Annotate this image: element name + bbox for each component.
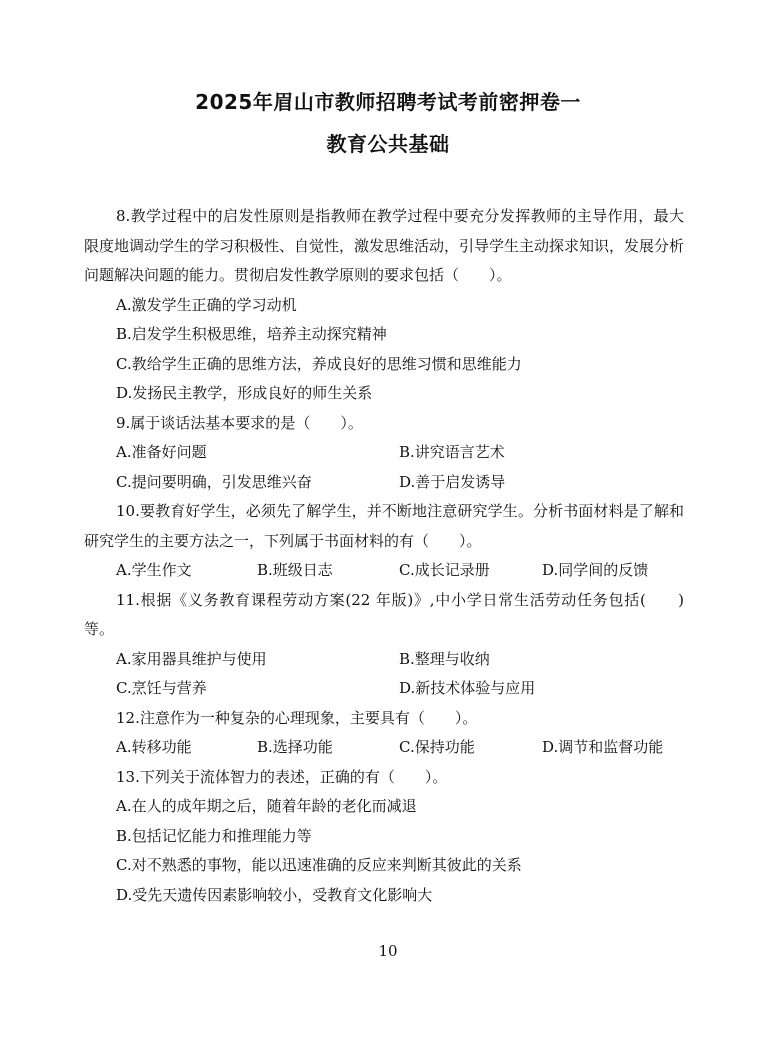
question-stem: 10.要教育好学生，必须先了解学生，并不断地注意研究学生。分析书面材料是了解和研究学生的主要方法之一，下列属于书面材料的有（ ）。 bbox=[84, 502, 684, 550]
option-b: B.讲究语言艺术 bbox=[399, 443, 505, 461]
question-9 bbox=[84, 409, 684, 498]
option-a: A.在人的成年期之后，随着年龄的老化而减退 bbox=[116, 797, 417, 815]
option-b: B.包括记忆能力和推理能力等 bbox=[116, 826, 312, 845]
option-c: C.提问要明确，引发思维兴奋 bbox=[116, 472, 312, 491]
option-c: C.对不熟悉的事物，能以迅速准确的反应来判断其彼此的关系 bbox=[116, 856, 522, 874]
option-b: B.启发学生积极思维，培养主动探究精神 bbox=[116, 325, 387, 343]
question-13 bbox=[84, 763, 684, 911]
options-row bbox=[84, 556, 684, 586]
question-8 bbox=[84, 202, 684, 409]
question-10 bbox=[84, 497, 684, 586]
option-b: B.选择功能 bbox=[257, 738, 333, 756]
question-stem: 13.下列关于流体智力的表述，正确的有（ ）。 bbox=[116, 767, 448, 786]
option-d: D.发扬民主教学，形成良好的师生关系 bbox=[116, 384, 373, 402]
question-stem: 9.属于谈话法基本要求的是（ ）。 bbox=[116, 413, 363, 432]
option-a: A.准备好问题 bbox=[116, 443, 207, 461]
options-row bbox=[84, 645, 684, 675]
option-d: D.同学间的反馈 bbox=[542, 561, 649, 579]
options-row bbox=[84, 438, 684, 468]
option-b: B.班级日志 bbox=[257, 561, 333, 579]
question-stem: 11.根据《义务教育课程劳动方案(22 年版)》,中小学日常生活劳动任务包括( )等。 bbox=[84, 590, 684, 638]
option-c: C.成长记录册 bbox=[399, 561, 490, 579]
options-row bbox=[84, 674, 684, 704]
options-row bbox=[84, 468, 684, 498]
document-subtitle: 教育公共基础 bbox=[326, 132, 450, 156]
question-list bbox=[84, 202, 684, 910]
question-11 bbox=[84, 586, 684, 704]
option-d: D.受先天遗传因素影响较小，受教育文化影响大 bbox=[116, 885, 433, 904]
question-stem: 12.注意作为一种复杂的心理现象，主要具有（ ）。 bbox=[116, 708, 478, 727]
question-12 bbox=[84, 704, 684, 763]
option-d: D.调节和监督功能 bbox=[542, 738, 664, 756]
option-a: A.转移功能 bbox=[116, 738, 192, 756]
option-b: B.整理与收纳 bbox=[399, 649, 490, 668]
option-d: D.善于启发诱导 bbox=[399, 472, 506, 491]
option-c: C.烹饪与营养 bbox=[116, 679, 207, 697]
option-c: C.教给学生正确的思维方法，养成良好的思维习惯和思维能力 bbox=[116, 354, 522, 373]
option-a: A.激发学生正确的学习动机 bbox=[116, 295, 297, 314]
document-title: 2025年眉山市教师招聘考试考前密押卷一 bbox=[195, 90, 581, 114]
question-stem: 8.教学过程中的启发性原则是指教师在教学过程中要充分发挥教师的主导作用，最大限度地调动学生的学习积极性、自觉性，激发思维活动，引导学生主动探求知识，发展分析问题解决问题的能力。贯彻启发性教学原则的要求包括（ ）。 bbox=[84, 207, 685, 284]
options-row bbox=[84, 733, 684, 763]
option-d: D.新技术体验与应用 bbox=[399, 679, 536, 697]
page-number: 10 bbox=[378, 942, 398, 960]
option-c: C.保持功能 bbox=[399, 738, 475, 756]
option-a: A.家用器具维护与使用 bbox=[116, 649, 267, 668]
option-a: A.学生作文 bbox=[116, 561, 192, 579]
